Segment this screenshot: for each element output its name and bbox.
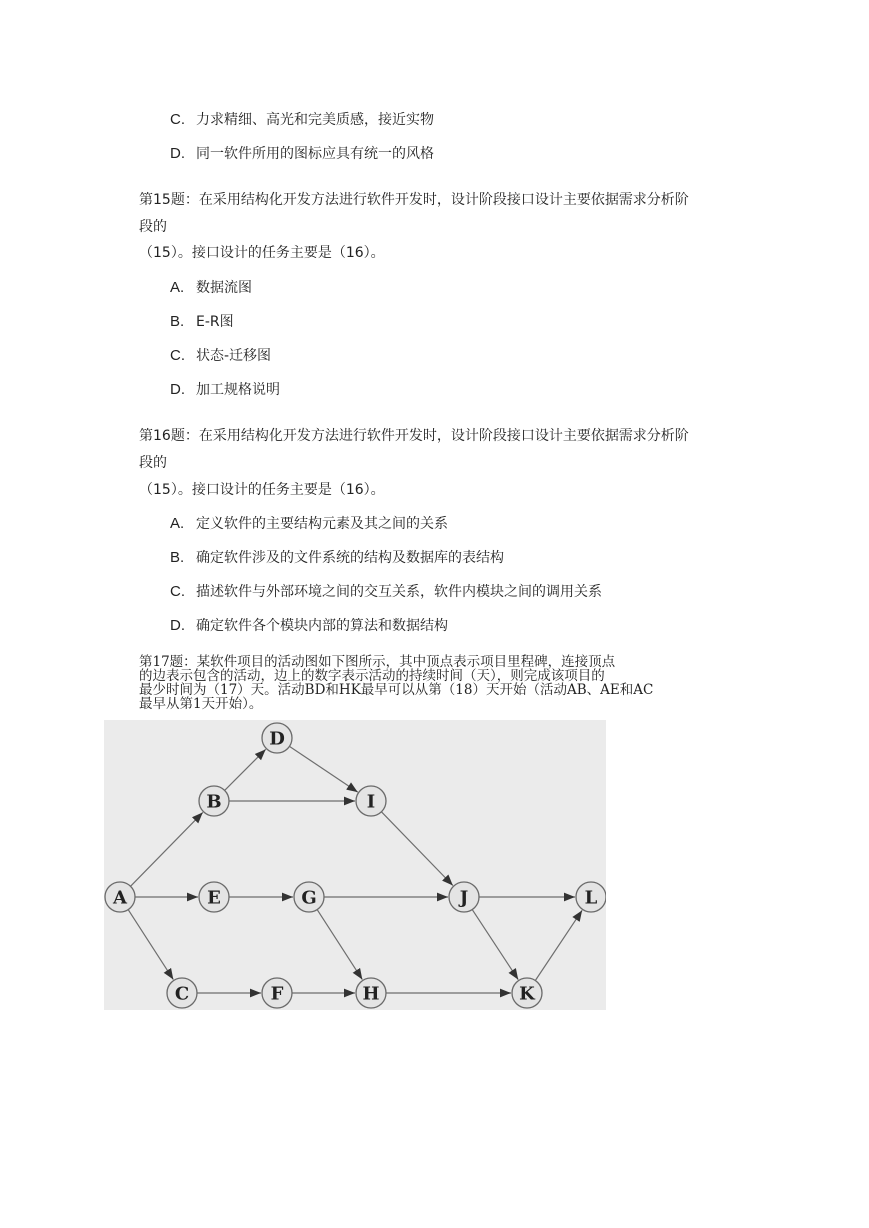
option-letter: B. [170,313,185,330]
q17-stem-line2: 的边表示包含的活动，边上的数字表示活动的持续时间（天），则完成该项目的 [139,668,605,684]
node-label: J [459,887,469,909]
q15-option-b [170,312,234,332]
q15-option-d [170,380,280,400]
option-d [170,144,434,164]
node-c [167,978,197,1008]
q17-stem-line3: 最少时间为（17）天。活动BD和HK最早可以从第（18）天开始（活动AB、AE和AC [139,682,654,698]
q16-stem-line2: 段的 [139,455,167,471]
option-letter: A. [170,279,185,296]
q15-option-c [170,346,271,366]
node-label: F [270,983,284,1005]
option-text: 确定软件涉及的文件系统的结构及数据库的表结构 [196,550,504,566]
edge-di [289,746,357,792]
q15-stem-line1: 第15题：在采用结构化开发方法进行软件开发时，设计阶段接口设计主要依据需求分析阶 [139,192,689,208]
q15-stem-line3: （15）。接口设计的任务主要是（16）。 [139,245,385,261]
node-label: H [362,983,380,1005]
option-letter: C. [170,583,185,600]
option-text: 状态-迁移图 [196,348,272,364]
option-letter: C. [170,111,185,128]
option-c [170,110,434,130]
node-d [262,723,292,753]
activity-network-svg [104,720,606,1010]
edge-jk [472,910,518,980]
option-letter: A. [170,515,185,532]
edge-ab [130,812,202,886]
node-label: D [269,728,285,750]
node-b [199,786,229,816]
edge-kl [535,910,582,980]
node-k [512,978,542,1008]
q16-option-d [170,616,448,636]
option-letter: C. [170,347,185,364]
option-text: 数据流图 [196,280,252,296]
node-label: C [174,983,190,1005]
edge-bd [225,749,266,790]
node-label: I [366,791,376,813]
option-text: E-R图 [196,314,234,330]
node-label: B [206,791,222,813]
node-l [576,882,606,912]
q16-stem-line1: 第16题：在采用结构化开发方法进行软件开发时，设计阶段接口设计主要依据需求分析阶 [139,428,689,444]
option-text: 同一软件所用的图标应具有统一的风格 [196,146,434,162]
q16-option-a [170,514,448,534]
node-f [262,978,292,1008]
node-h [356,978,386,1008]
node-g [294,882,324,912]
q15-option-a [170,278,252,298]
node-i [356,786,386,816]
node-label: K [519,983,535,1005]
node-j [449,882,479,912]
activity-network-diagram [104,720,606,1010]
node-a [105,882,135,912]
option-text: 描述软件与外部环境之间的交互关系，软件内模块之间的调用关系 [196,584,602,600]
option-text: 定义软件的主要结构元素及其之间的关系 [196,516,448,532]
node-label: A [113,887,127,909]
option-letter: D. [170,381,185,398]
node-label: E [207,887,221,909]
option-text: 加工规格说明 [196,382,280,398]
option-letter: D. [170,145,185,162]
option-letter: B. [170,549,185,566]
q15-stem-line2: 段的 [139,219,167,235]
node-label: L [584,887,598,909]
q16-option-b [170,548,504,568]
edge-ij [381,812,452,886]
edge-gh [317,910,362,980]
q17-stem-line4: 最早从第1天开始）。 [139,696,263,712]
option-text: 力求精细、高光和完美质感，接近实物 [196,112,434,128]
option-letter: D. [170,617,185,634]
q16-stem-line3: （15）。接口设计的任务主要是（16）。 [139,482,385,498]
node-e [199,882,229,912]
edge-ac [128,910,173,980]
q16-option-c [170,582,602,602]
node-label: G [301,887,317,909]
q17-stem-line1: 第17题：某软件项目的活动图如下图所示，其中顶点表示项目里程碑，连接顶点 [139,654,616,670]
option-text: 确定软件各个模块内部的算法和数据结构 [196,618,448,634]
